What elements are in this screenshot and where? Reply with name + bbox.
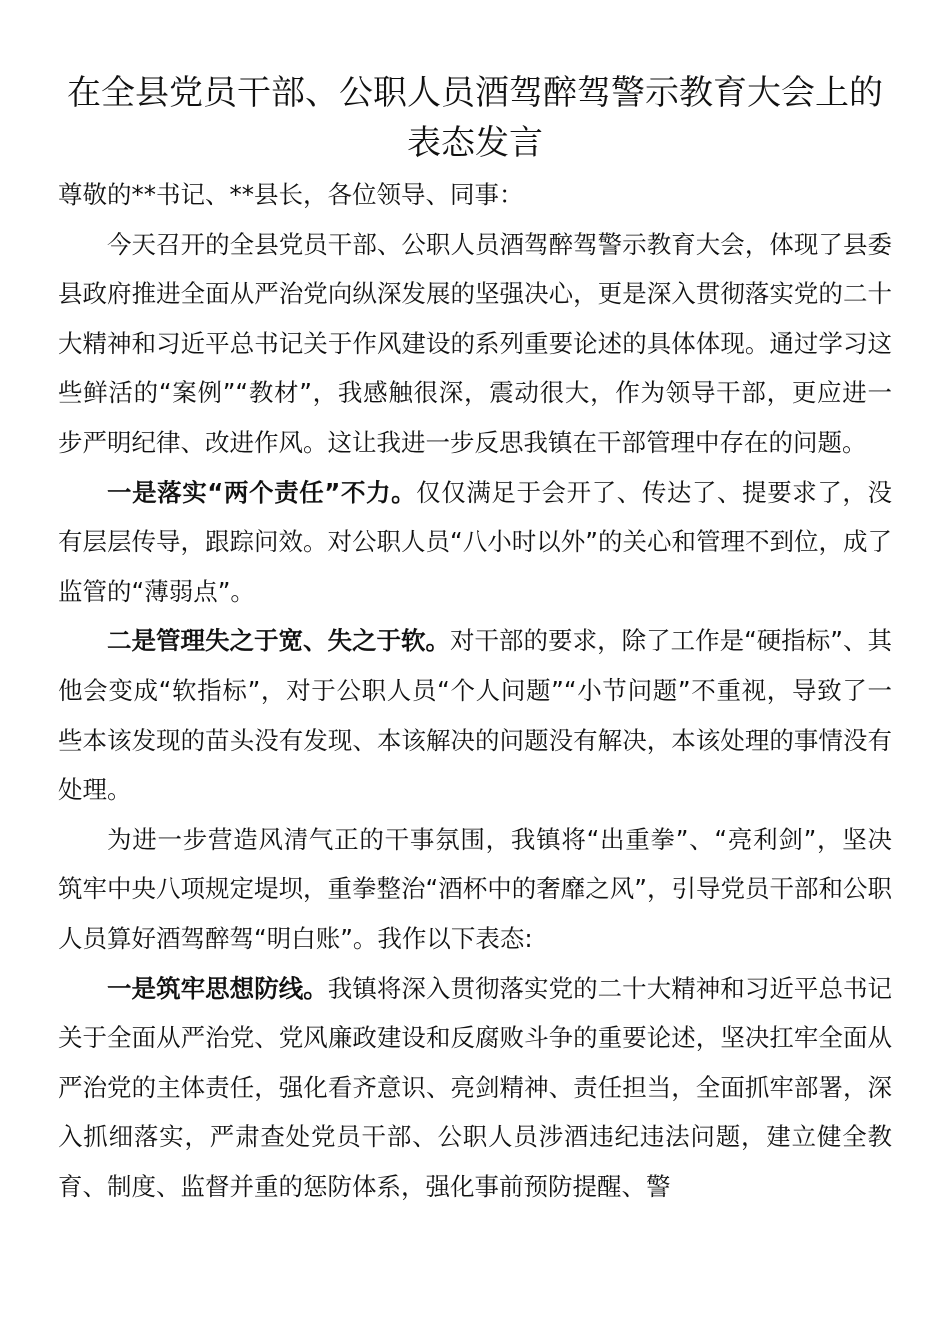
document-page [58,68,892,1211]
paragraph-text: 仅仅满足于会开了、传达了、提要求了，没有层层传导，跟踪问效。对公职人员“八小时以外”的关心和管理不到位，成了监管的“薄弱点”。 [58,477,893,606]
paragraph-text: 今天召开的全县党员干部、公职人员酒驾醉驾警示教育大会，体现了县委县政府推进全面从严治党向纵深发展的坚强决心，更是深入贯彻落实党的二十大精神和习近平总书记关于作风建设的系列重要论述的具体体现。通过学习这些鲜活的“案例”“教材”，我感触很深，震动很大，作为领导干部，更应进一步严明纪律、改进作风。这让我进一步反思我镇在干部管理中存在的问题。 [58,229,892,457]
paragraph-problem-2 [58,616,892,814]
paragraph-lead: 一是落实“两个责任”不力。 [107,477,417,507]
paragraph-problem-1 [58,468,892,617]
paragraph-lead: 二是管理失之于宽、失之于软。 [107,626,451,656]
paragraph-text: 为进一步营造风清气正的干事氛围，我镇将“出重拳”、“亮利剑”，坚决筑牢中央八项规定堤坝，重拳整治“酒杯中的奢靡之风”，引导党员干部和公职人员算好酒驾醉驾“明白账”。我作以下表态: [58,824,892,953]
paragraph-lead: 一是筑牢思想防线。 [107,973,328,1003]
paragraph-pledge-1 [58,964,892,1212]
document-title: 在全县党员干部、公职人员酒驾醉驾警示教育大会上的表态发言 [67,73,883,163]
paragraph-transition [58,815,892,964]
salutation: 尊敬的**书记、**县长，各位领导、同事： [58,180,524,209]
paragraph-opening [58,220,892,468]
paragraph-text: 我镇将深入贯彻落实党的二十大精神和习近平总书记关于全面从严治党、党风廉政建设和反腐败斗争的重要论述，坚决扛牢全面从严治党的主体责任，强化看齐意识、亮剑精神、责任担当，全面抓牢部署，深入抓细落实，严肃查处党员干部、公职人员涉酒违纪违法问题，建立健全教育、制度、监督并重的惩防体系，强化事前预防提醒、警 [58,973,893,1201]
paragraph-text: 对干部的要求，除了工作是“硬指标”、其他会变成“软指标”，对于公职人员“个人问题”“小节问题”不重视，导致了一些本该发现的苗头没有发现、本该解决的问题没有解决，本该处理的事情没有处理。 [58,626,892,805]
